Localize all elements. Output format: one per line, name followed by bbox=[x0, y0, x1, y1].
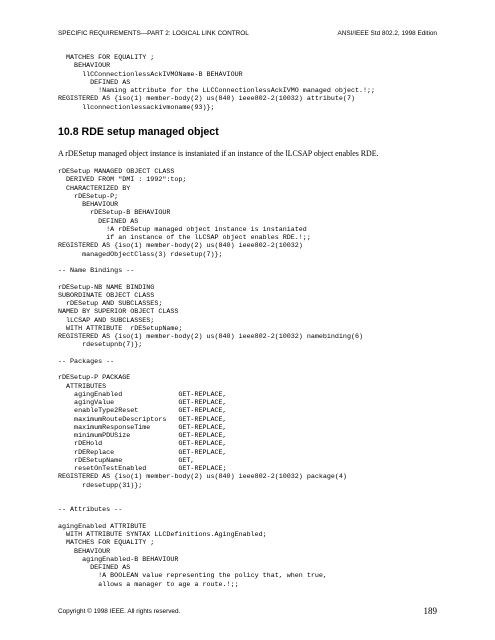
page-header bbox=[58, 30, 437, 44]
code-block-top: MATCHES FOR EQUALITY ; BEHAVIOUR llCConnectionlessAckIVMOName-B BEHAVIOUR DEFINED AS !Naming attribute for the LLCConnectionlessAckIVMO managed object.!;; REGISTERED AS {iso(1) member-body(2) us(840) ieee802-2(10032) attribute(7) llconnectionlessackivmoname(93)}; bbox=[58, 54, 376, 112]
code-block-main: rDESetup MANAGED OBJECT CLASS DERIVED FROM "DMI : 1992":top; CHARACTERIZED BY rDESetup-P; BEHAVIOUR rDESetup-B BEHAVIOUR DEFINED AS !A rDESetup managed object instance is instaniated if an instance of the lLCSAP object enables RDE.!;; REGISTERED AS {iso(1) member-body(2) us(840) ieee802-2(10032) managedObjectClass(3) rdesetup(7)}; -- Name Bindings -- rDESetup-NB NAME BINDING SUBORDINATE OBJECT CLASS rDESetup AND SUBCLASSES; NAMED BY SUPERIOR OBJECT CLASS lLCSAP AND SUBCLASSES; WITH ATTRIBUTE rDESetupName; REGISTERED AS {iso(1) member-body(2) us(840) ieee802-2(10032) namebinding(6) rdesetupnb(7)}; -- Packages -- rDESetup-P PACKAGE ATTRIBUTES agingEnabled GET-REPLACE, agingValue GET-REPLACE, enableType2Reset GET-REPLACE, maximumRouteDescriptors GET-REPLACE, maximumResponseTime GET-REPLACE, minimumPDUSize GET-REPLACE, rDEHold GET-REPLACE, rDEReplace GET-REPLACE, rDESetupName GET, resetOnTestEnabled GET-REPLACE; REGISTERED AS {iso(1) member-body(2) us(840) ieee802-2(10032) package(4) rdesetupp(31)}; -- Attributes -- agingEnabled ATTRIBUTE WITH ATTRIBUTE SYNTAX LLCDefinitions.AgingEnabled; MATCHES FOR EQUALITY ; BEHAVIOUR agingEnabled-B BEHAVIOUR DEFINED AS !A BOOLEAN value representing the policy that, when true, allows a manager to age a route.!;; bbox=[58, 168, 363, 589]
footer-copyright: Copyright © 1998 IEEE. All rights reserved. bbox=[58, 608, 181, 615]
page-footer bbox=[58, 606, 437, 620]
section-paragraph: A rDESetup managed object instance is instaniated if an instance of the lLCSAP object enables RDE. bbox=[58, 149, 379, 158]
section-heading: 10.8 RDE setup managed object bbox=[58, 126, 219, 138]
page-number: 189 bbox=[423, 606, 437, 616]
header-standard: ANSI/IEEE Std 802.2, 1998 Edition bbox=[337, 30, 437, 37]
header-title: SPECIFIC REQUIREMENTS—PART 2: LOGICAL LINK CONTROL bbox=[58, 30, 249, 37]
